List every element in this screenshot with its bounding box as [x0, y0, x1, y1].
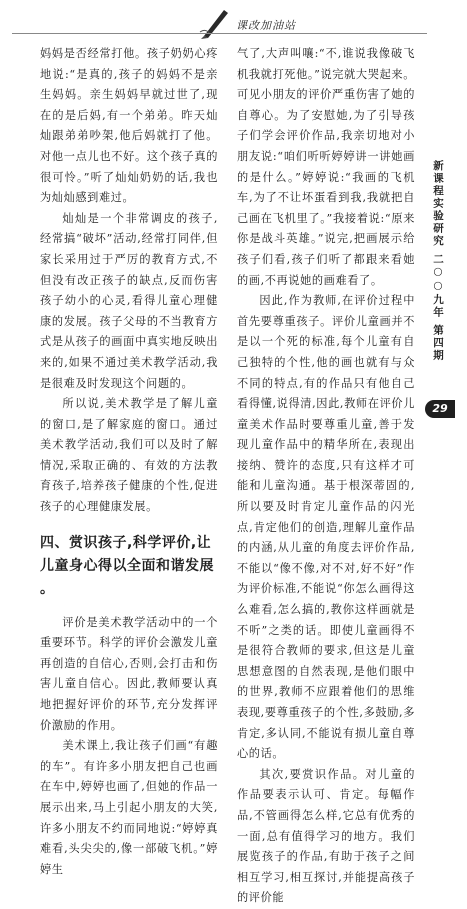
paragraph: 其次,要赏识作品。对儿童的作品要表示认可、肯定。每幅作品,不管画得怎么样,它总有优秀的一面,总有值得学习的地方。我们展览孩子的作品,有助于孩子之间相互学习,相互探讨,并能提高孩子的评价能 — [237, 767, 415, 905]
journal-sidebar: 新课程实验研究 二○○九年 第四期 — [432, 160, 444, 362]
paragraph: 因此,作为教师,在评价过程中首先要尊重孩子。评价儿童画并不是以一个死的标准,每个儿童有自己独特的个性,他的画也就有与众不同的特点,有的作品只有他自己看得懂,说得清,因此,教师在评价儿童美术作品时要尊重儿童,善于发现儿童作品中的精华所在,表现出接纳、赞许的态度,只有这样才可能和儿童沟通。基于根深蒂固的,所以要及时肯定儿童作品的闪光点,肯定他们的创造,理解儿童作品的内涵,从儿童的角度去评价作品,不能以“像不像,对不对,好不好”作为评价标准,不能说“你怎么画得这么难看,怎么搞的,教你这样画就是不听”之类的话。即使儿童画得不是很符合教师的要求,但这是儿童思想意图的自然表现,是他们眼中的世界,教师不应跟着他们的思维表现,要尊重孩子的个性,多鼓励,多肯定,多认同,不能说有损儿童自尊心的话。 — [237, 294, 415, 761]
section-heading: 四、赏识孩子,科学评价,让儿童身心得以全面和谐发展 。 — [40, 534, 214, 597]
pen-icon — [198, 4, 232, 40]
paragraph: 灿灿是一个非常调皮的孩子,经常搞“破坏”活动,经常打同伴,但家长采用过于严厉的教育方式,不但没有改正孩子的缺点,反而伤害孩子幼小的心灵,看得儿童心理健康的发展。孩子父母的不当教育方式是从孩子的画面中真实地反映出来的,如果不通过美术教学活动,我是很难及时发现这个问题的。 — [40, 211, 218, 390]
page-number: 29 — [425, 400, 455, 418]
paragraph: 评价是美术教学活动中的一个重要环节。科学的评价会激发儿童再创造的自信心,否则,会打击和伤害儿童自信心。因此,教师要认真地把握好评价的环节,充分发挥评价激励的作用。 — [40, 615, 218, 732]
paragraph: 所以说,美术教学是了解儿童的窗口,是了解家庭的窗口。通过美术教学活动,我们可以及时了解情况,采取正确的、有效的方法教育孩子,培养孩子健康的个性,促进孩子的心理健康发展。 — [40, 397, 218, 514]
header-rule — [12, 33, 427, 34]
paragraph: 气了,大声叫嚷:“不,谁说我像破飞机我就打死他。”说完就大哭起来。可见小朋友的评价严重伤害了她的自尊心。为了安慰她,为了引导孩子们学会评价作品,我亲切地对小朋友说:“咱们听听婷婷讲一讲她画的是什么。”婷婷说:“我画的飞机车,为了不让坏蛋看到我,我就把自己画在飞机里了。”我接着说:“原来你是战斗英雄。”说完,把画展示给孩子们看,孩子们听了都跟来看她的画,不再说她的画难看了。 — [237, 47, 415, 287]
left-column — [40, 44, 218, 880]
page-header — [0, 0, 467, 46]
header-title: 课改加油站 — [236, 19, 296, 32]
paragraph: 美术课上,我让孩子们画“有趣的车”。有许多小朋友把自己也画在车中,婷婷也画了,但她的作品一展示出来,马上引起小朋友的大笑,许多小朋友不约而同地说:“婷婷真难看,头尖尖的,像一部破飞机。”婷婷生 — [40, 739, 218, 876]
right-column — [237, 44, 415, 909]
paragraph: 妈妈是否经常打他。孩子奶奶心疼地说:“是真的,孩子的妈妈不是亲生妈妈。亲生妈妈早就过世了,现在的是后妈,有一个弟弟。昨天灿灿跟弟弟吵架,他后妈就打了他。对他一点儿也不好。这个孩子真的很可怜。”听了灿灿奶奶的话,我也为灿灿感到难过。 — [40, 47, 218, 205]
